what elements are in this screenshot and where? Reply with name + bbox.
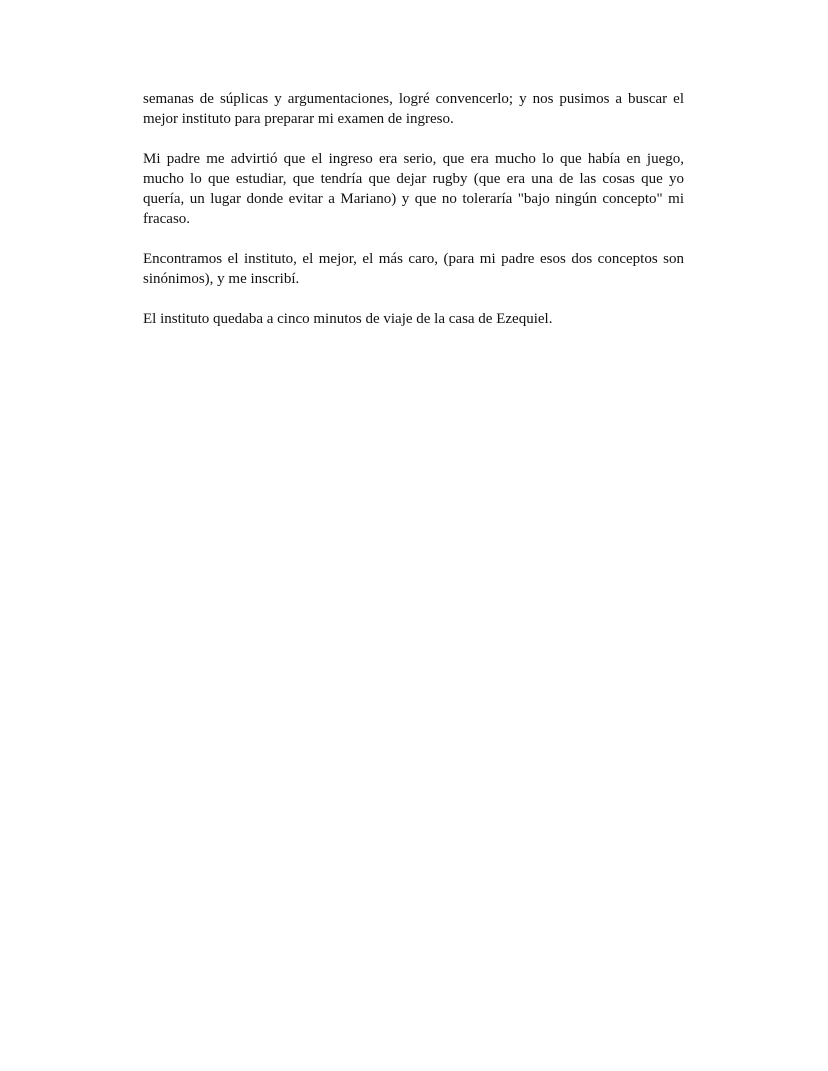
paragraph-4: El instituto quedaba a cinco minutos de viaje de la casa de Ezequiel.	[143, 311, 553, 327]
paragraph-2: Mi padre me advirtió que el ingreso era serio, que era mucho lo que había en juego, mucho lo que estudiar, que tendría que dejar rugby (que era una de las cosas que yo quería, un lugar donde evitar a Mariano) y que no toleraría "bajo ningún concepto" mi fracaso.	[143, 151, 684, 227]
paragraph-1: semanas de súplicas y argumentaciones, logré convencerlo; y nos pusimos a buscar el mejor instituto para preparar mi examen de ingreso.	[143, 91, 684, 127]
paragraph-3: Encontramos el instituto, el mejor, el más caro, (para mi padre esos dos conceptos son sinónimos), y me inscribí.	[143, 251, 684, 287]
document-body	[143, 89, 684, 329]
